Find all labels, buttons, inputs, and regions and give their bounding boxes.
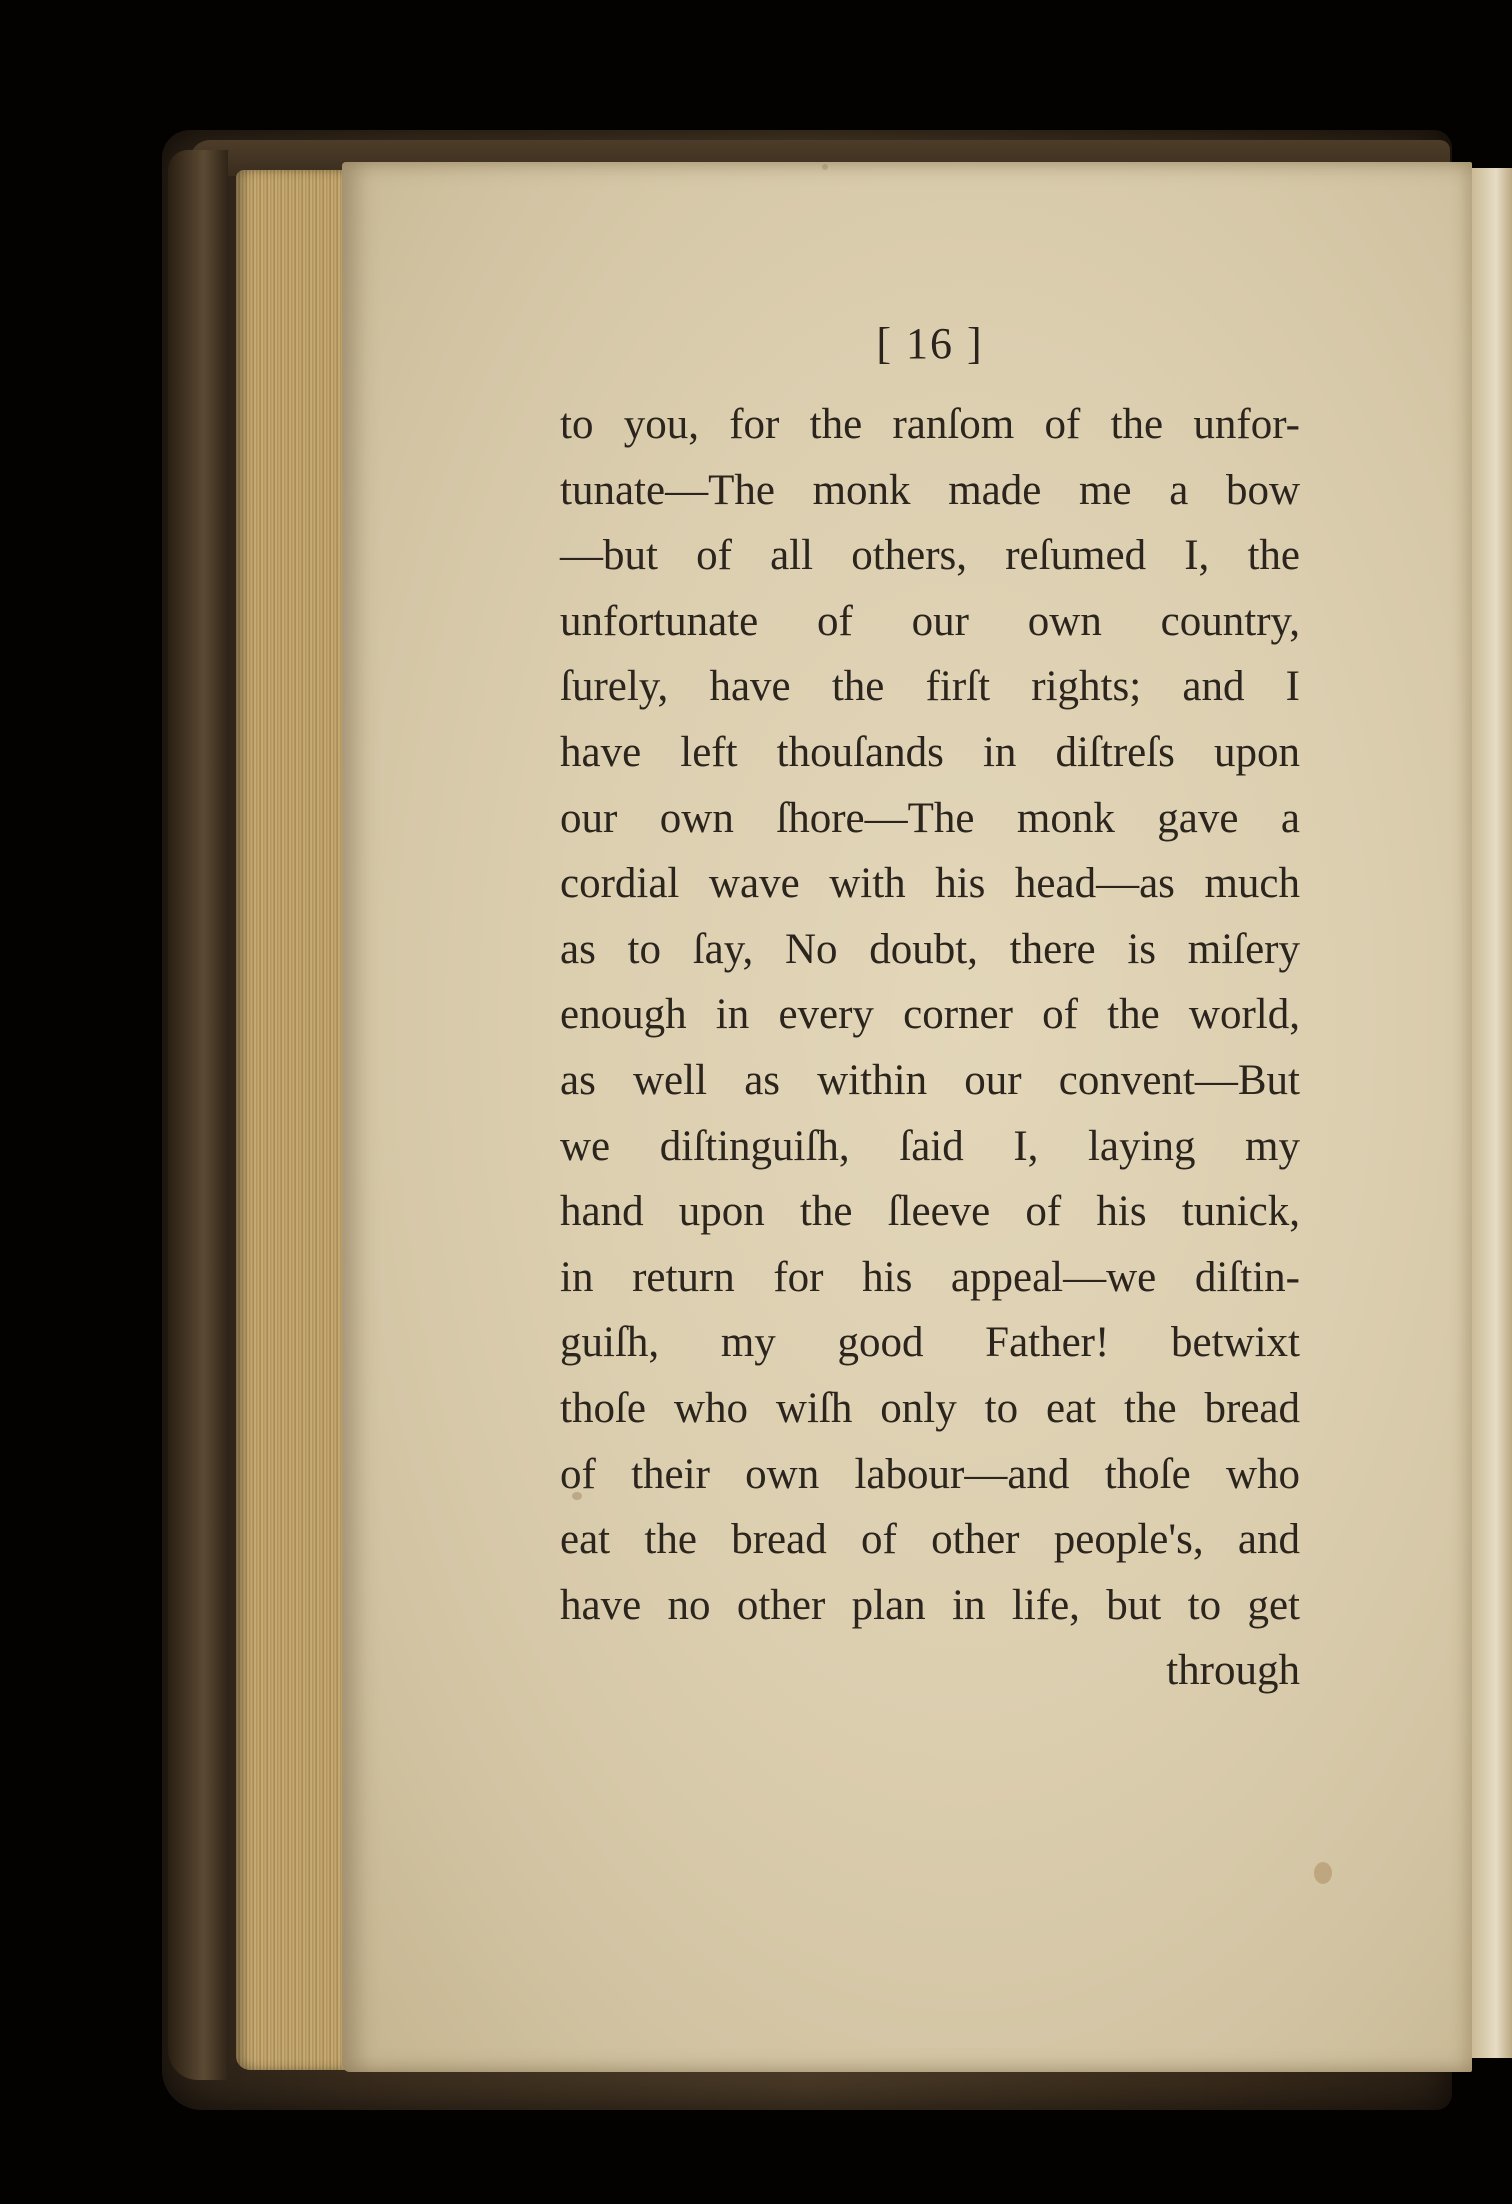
text-line: —but of all others, reſumed I, the: [560, 532, 1300, 580]
text-line: as well as within our convent—But: [560, 1056, 1300, 1104]
text-line: have left thouſands in diſtreſs upon: [560, 728, 1300, 776]
text-line: as to ſay, No doubt, there is miſery: [560, 925, 1300, 973]
page-text-block: [560, 392, 1300, 1704]
text-line: enough in every corner of the world,: [560, 991, 1300, 1039]
text-line: our own ſhore—The monk gave a: [560, 794, 1300, 842]
text-line: hand upon the ſleeve of his tunick,: [560, 1188, 1300, 1236]
text-line: ſurely, have the firſt rights; and I: [560, 663, 1300, 711]
text-line: have no other plan in life, but to get: [560, 1581, 1300, 1629]
text-line: cordial wave with his head—as much: [560, 860, 1300, 908]
facing-page-edge: [1472, 168, 1512, 2058]
foxing-spot: [1314, 1862, 1332, 1884]
text-line: tunate—The monk made me a bow: [560, 466, 1300, 514]
text-line: eat the bread of other people's, and: [560, 1516, 1300, 1564]
catchword: through: [1166, 1647, 1300, 1695]
text-line: guiſh, my good Father! betwixt: [560, 1319, 1300, 1367]
text-line: we diſtinguiſh, ſaid I, laying my: [560, 1122, 1300, 1170]
text-line: of their own labour—and thoſe who: [560, 1450, 1300, 1498]
text-line: in return for his appeal—we diſtin-: [560, 1253, 1300, 1301]
text-line: thoſe who wiſh only to eat the bread: [560, 1384, 1300, 1432]
page-number-header: [ 16 ]: [876, 319, 984, 368]
binding-spine-edge: [168, 150, 228, 2080]
text-line: unfortunate of our own country,: [560, 597, 1300, 645]
foxing-spot: [822, 164, 828, 170]
page-leaves-edge: [236, 170, 356, 2070]
text-line: to you, for the ranſom of the unfor-: [560, 401, 1300, 448]
